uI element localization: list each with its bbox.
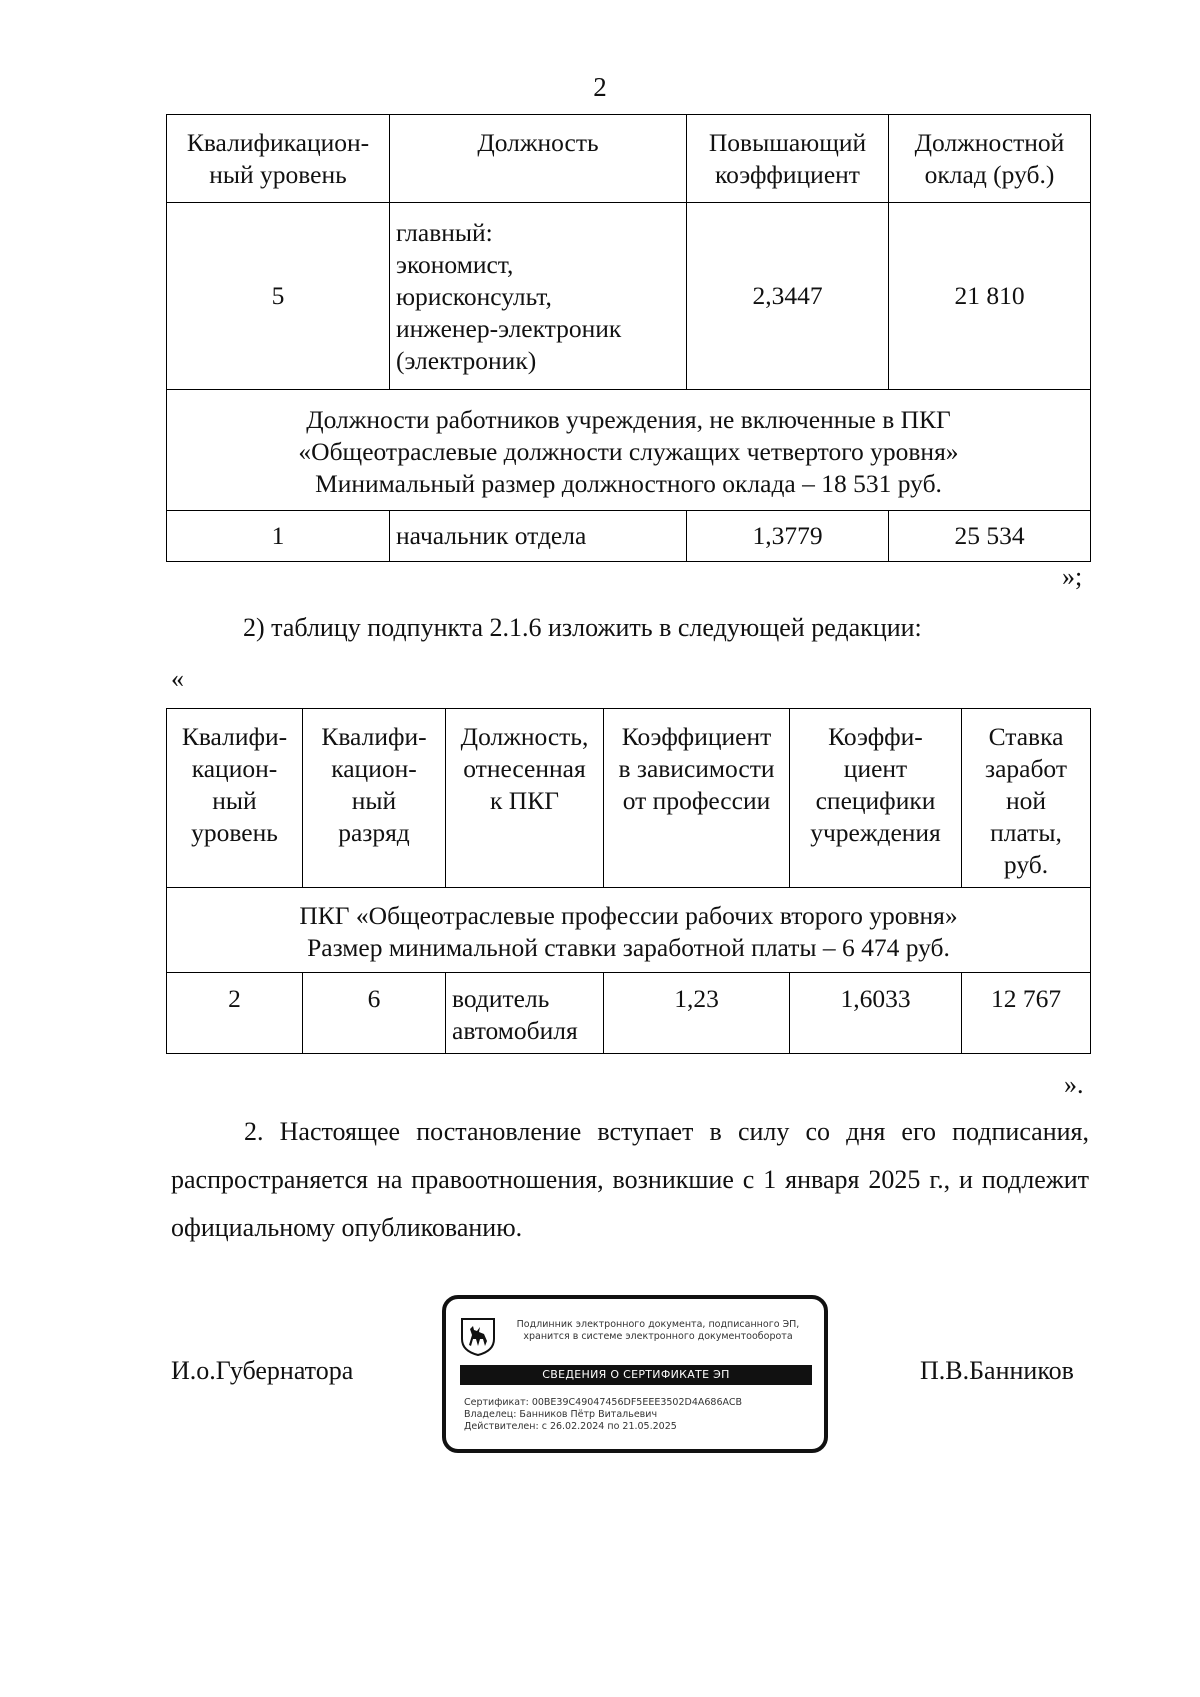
certificate-owner: Владелец: Банников Пётр Витальевич xyxy=(464,1409,658,1420)
header-position: Должность xyxy=(390,115,687,203)
header-level: Квалификацион- ный уровень xyxy=(167,115,390,203)
cell-salary: 21 810 xyxy=(889,203,1091,390)
stamp-title-bar: СВЕДЕНИЯ О СЕРТИФИКАТЕ ЭП xyxy=(460,1365,812,1385)
cell-salary: 25 534 xyxy=(889,511,1091,562)
cell-coefficient: 1,3779 xyxy=(687,511,889,562)
cell-rate: 12 767 xyxy=(962,973,1091,1054)
paragraph-text: 2) таблицу подпункта 2.1.6 изложить в следующей редакции: xyxy=(243,613,922,642)
table-row xyxy=(167,511,1091,562)
group-heading-row xyxy=(167,888,1091,973)
opening-quote: « xyxy=(171,664,184,693)
header-salary: Должностной оклад (руб.) xyxy=(889,115,1091,203)
header-grade: Квалифи- кацион- ный разряд xyxy=(303,709,446,888)
cell-coef-profession: 1,23 xyxy=(604,973,790,1054)
header-position: Должность, отнесенная к ПКГ xyxy=(446,709,604,888)
table-header-row xyxy=(167,709,1091,888)
cell-position: водитель автомобиля xyxy=(446,973,604,1054)
header-rate: Ставка заработ ной платы, руб. xyxy=(962,709,1091,888)
group-heading: Должности работников учреждения, не включенные в ПКГ «Общеотраслевые должности служащих четвертого уровня» Минимальный размер должностного оклада – 18 531 руб. xyxy=(167,390,1091,511)
signatory-name: П.В.Банников xyxy=(920,1356,1074,1385)
table-header-row xyxy=(167,115,1091,203)
cell-level: 2 xyxy=(167,973,303,1054)
header-coef-institution: Коэффи- циент специфики учреждения xyxy=(790,709,962,888)
electronic-signature-stamp xyxy=(442,1295,828,1453)
header-level: Квалифи- кацион- ный уровень xyxy=(167,709,303,888)
certificate-number: Сертификат: 00BE39C49047456DF5EEE3502D4A686ACB xyxy=(464,1397,742,1408)
stamp-header: Подлинник электронного документа, подписанного ЭП, хранится в системе электронного документооборота xyxy=(516,1319,800,1342)
cell-level: 5 xyxy=(167,203,390,390)
closing-quote: ». xyxy=(1064,1070,1084,1099)
closing-quote: »; xyxy=(1062,562,1083,591)
cell-grade: 6 xyxy=(303,973,446,1054)
certificate-validity: Действителен: с 26.02.2024 по 21.05.2025 xyxy=(464,1421,677,1432)
coat-of-arms-icon xyxy=(460,1317,496,1357)
paragraph-text: 2. Настоящее постановление вступает в силу со дня его подписания, распространяется на правоотношения, возникшие с 1 января 2025 г., и подлежит официальному опубликованию. xyxy=(171,1117,1089,1242)
cell-position: главный: экономист, юрисконсульт, инженер-электроник (электроник) xyxy=(390,203,687,390)
cell-level: 1 xyxy=(167,511,390,562)
page-number: 2 xyxy=(593,72,607,102)
cell-coefficient: 2,3447 xyxy=(687,203,889,390)
cell-coef-institution: 1,6033 xyxy=(790,973,962,1054)
table-row xyxy=(167,973,1091,1054)
group-heading: ПКГ «Общеотраслевые профессии рабочих второго уровня» Размер минимальной ставки заработной платы – 6 474 руб. xyxy=(167,888,1091,973)
positions-table xyxy=(166,114,1091,562)
table-row xyxy=(167,203,1091,390)
signatory-role: И.о.Губернатора xyxy=(171,1356,354,1385)
cell-position: начальник отдела xyxy=(390,511,687,562)
header-coef-profession: Коэффициент в зависимости от профессии xyxy=(604,709,790,888)
worker-rates-table xyxy=(166,708,1091,1054)
header-coefficient: Повышающий коэффициент xyxy=(687,115,889,203)
group-heading-row xyxy=(167,390,1091,511)
